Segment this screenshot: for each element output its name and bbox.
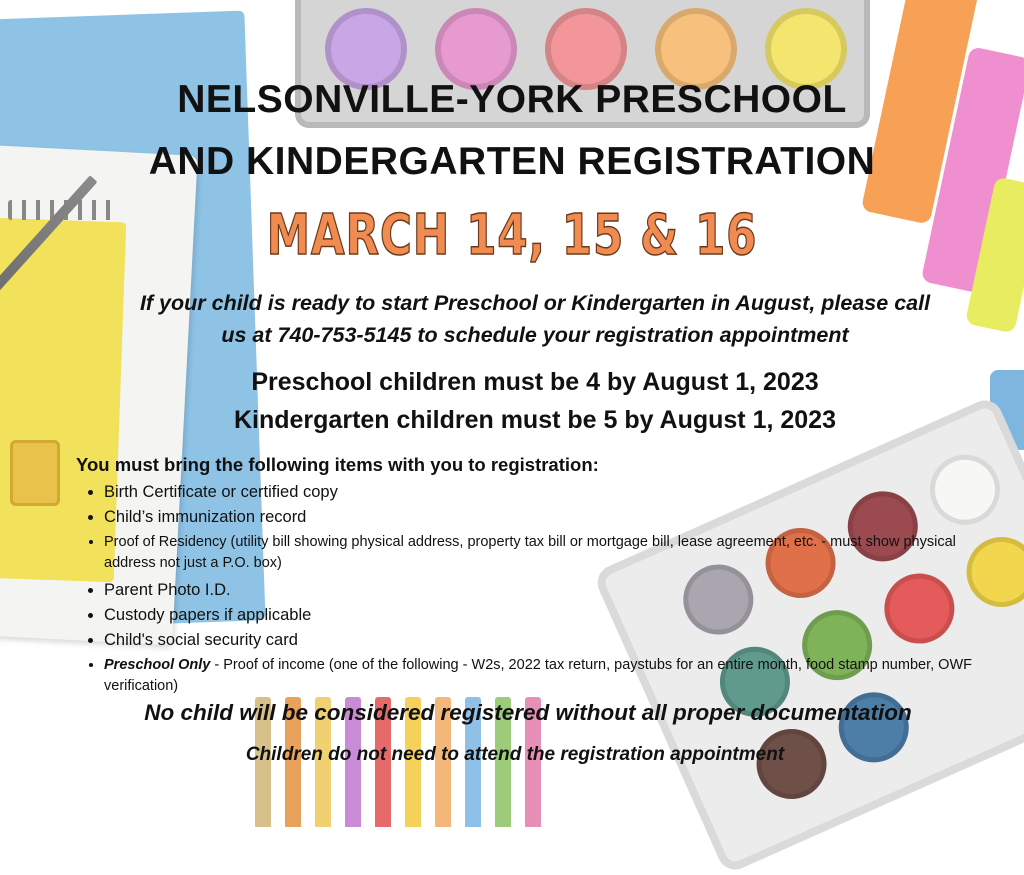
list-item: • Parent Photo I.D.: [104, 578, 984, 603]
list-item-preschool-only: [104, 655, 984, 697]
call-to-action: [60, 287, 1010, 351]
attendance-note: Children do not need to attend the registration appointment: [245, 744, 785, 765]
title-line-1: NELSONVILLE-YORK PRESCHOOL: [177, 78, 847, 121]
call-to-action-line-1: If your child is ready to start Preschool or Kindergarten in August, please call: [139, 291, 931, 315]
preschool-only-label: Preschool Only: [104, 657, 211, 673]
title-line-2: AND KINDERGARTEN REGISTRATION: [148, 140, 876, 183]
list-item: • Birth Certificate or certified copy: [104, 480, 984, 505]
kindergarten-age-requirement: Kindergarten children must be 5 by August 1, 2023: [233, 406, 836, 434]
list-item: • Custody papers if applicable: [104, 603, 984, 628]
documentation-warning: No child will be considered registered without all proper documentation: [144, 700, 912, 725]
list-item: • Proof of Residency (utility bill showing physical address, property tax bill or mortgage bill, lease agreement, etc. - must show physical address not just a P.O. box): [104, 532, 984, 574]
preschool-only-text: - Proof of income (one of the following - W2s, 2022 tax return, paystubs for an entire month, food stamp number, OWF verification): [104, 657, 972, 694]
call-to-action-line-2: us at 740-753-5145 to schedule your registration appointment: [221, 323, 849, 347]
list-item: • Child’s immunization record: [104, 505, 984, 530]
list-item: • Child's social security card: [104, 628, 984, 653]
preschool-age-requirement: Preschool children must be 4 by August 1, 2023: [251, 368, 819, 396]
bring-items-heading: You must bring the following items with you to registration:: [76, 454, 599, 475]
required-items-list: [86, 480, 984, 701]
registration-dates: MARCH 14, 15 & 16: [266, 203, 758, 268]
